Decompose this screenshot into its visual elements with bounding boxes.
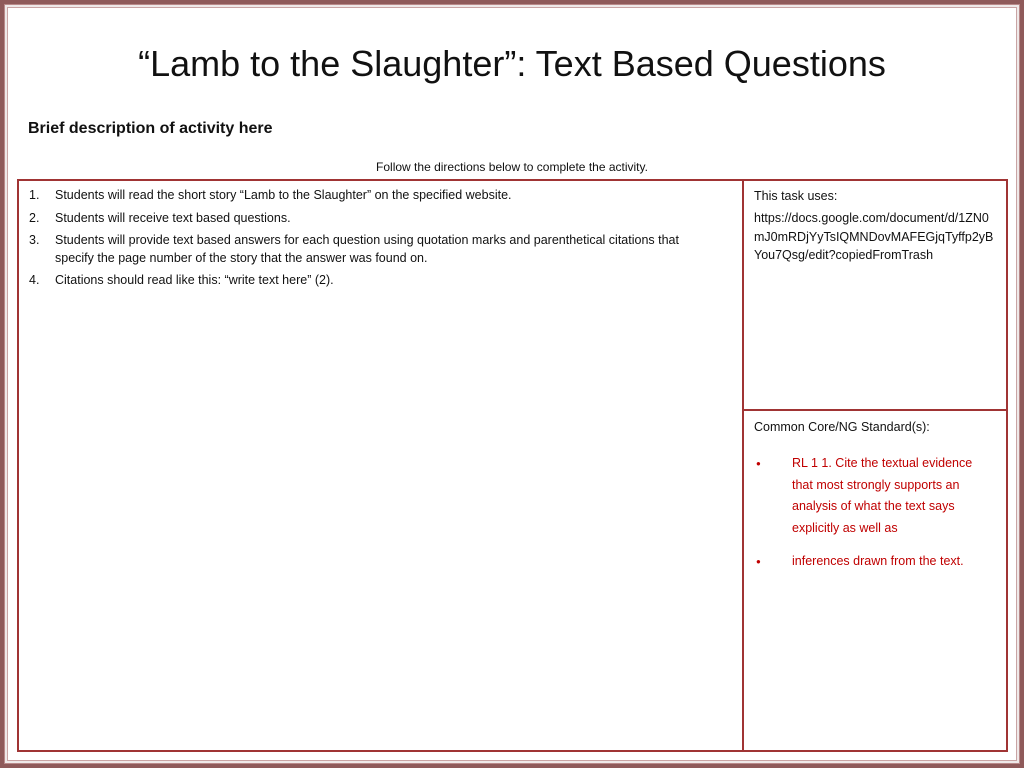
task-resource-link[interactable]: https://docs.google.com/document/d/1ZN0mJ0mRDjYyTsIQMNDovMAFEGjqTyffp2yBYou7Qsg/edit?copiedFromTrash [754, 211, 994, 262]
step-item [29, 187, 709, 205]
step-number: 4. [29, 273, 40, 287]
standards-box [742, 409, 1008, 752]
standard-item [754, 453, 994, 539]
step-item [29, 210, 709, 228]
step-number: 3. [29, 233, 40, 247]
bullet-icon: ● [756, 459, 761, 468]
task-uses-box [742, 179, 1008, 411]
step-number: 2. [29, 210, 40, 225]
step-item [29, 232, 709, 267]
bullet-icon: ● [756, 557, 761, 566]
activity-description-heading: Brief description of activity here [28, 120, 273, 137]
step-text: Students will receive text based questions. [55, 210, 291, 225]
steps-list [29, 187, 709, 295]
standards-list [754, 453, 994, 585]
directions-box [17, 179, 744, 752]
step-text: Students will provide text based answers for each question using quotation marks and parenthetical citations that specify the page number of the story that the answer was found on. [55, 233, 679, 265]
slide-title: “Lamb to the Slaughter”: Text Based Questions [138, 43, 886, 84]
standards-label: Common Core/NG Standard(s): [754, 420, 930, 434]
step-text: Students will read the short story “Lamb to the Slaughter” on the specified website. [55, 188, 512, 202]
directions-instruction: Follow the directions below to complete the activity. [376, 160, 648, 174]
standard-text: RL 1 1. Cite the textual evidence that most strongly supports an analysis of what the text says explicitly as well as [792, 456, 973, 535]
task-uses-label: This task uses: [754, 189, 838, 203]
step-item [29, 272, 709, 290]
standard-text: inferences drawn from the text. [792, 554, 964, 568]
step-number: 1. [29, 188, 40, 202]
standard-item [754, 551, 994, 573]
step-text: Citations should read like this: “write text here” (2). [55, 273, 334, 287]
